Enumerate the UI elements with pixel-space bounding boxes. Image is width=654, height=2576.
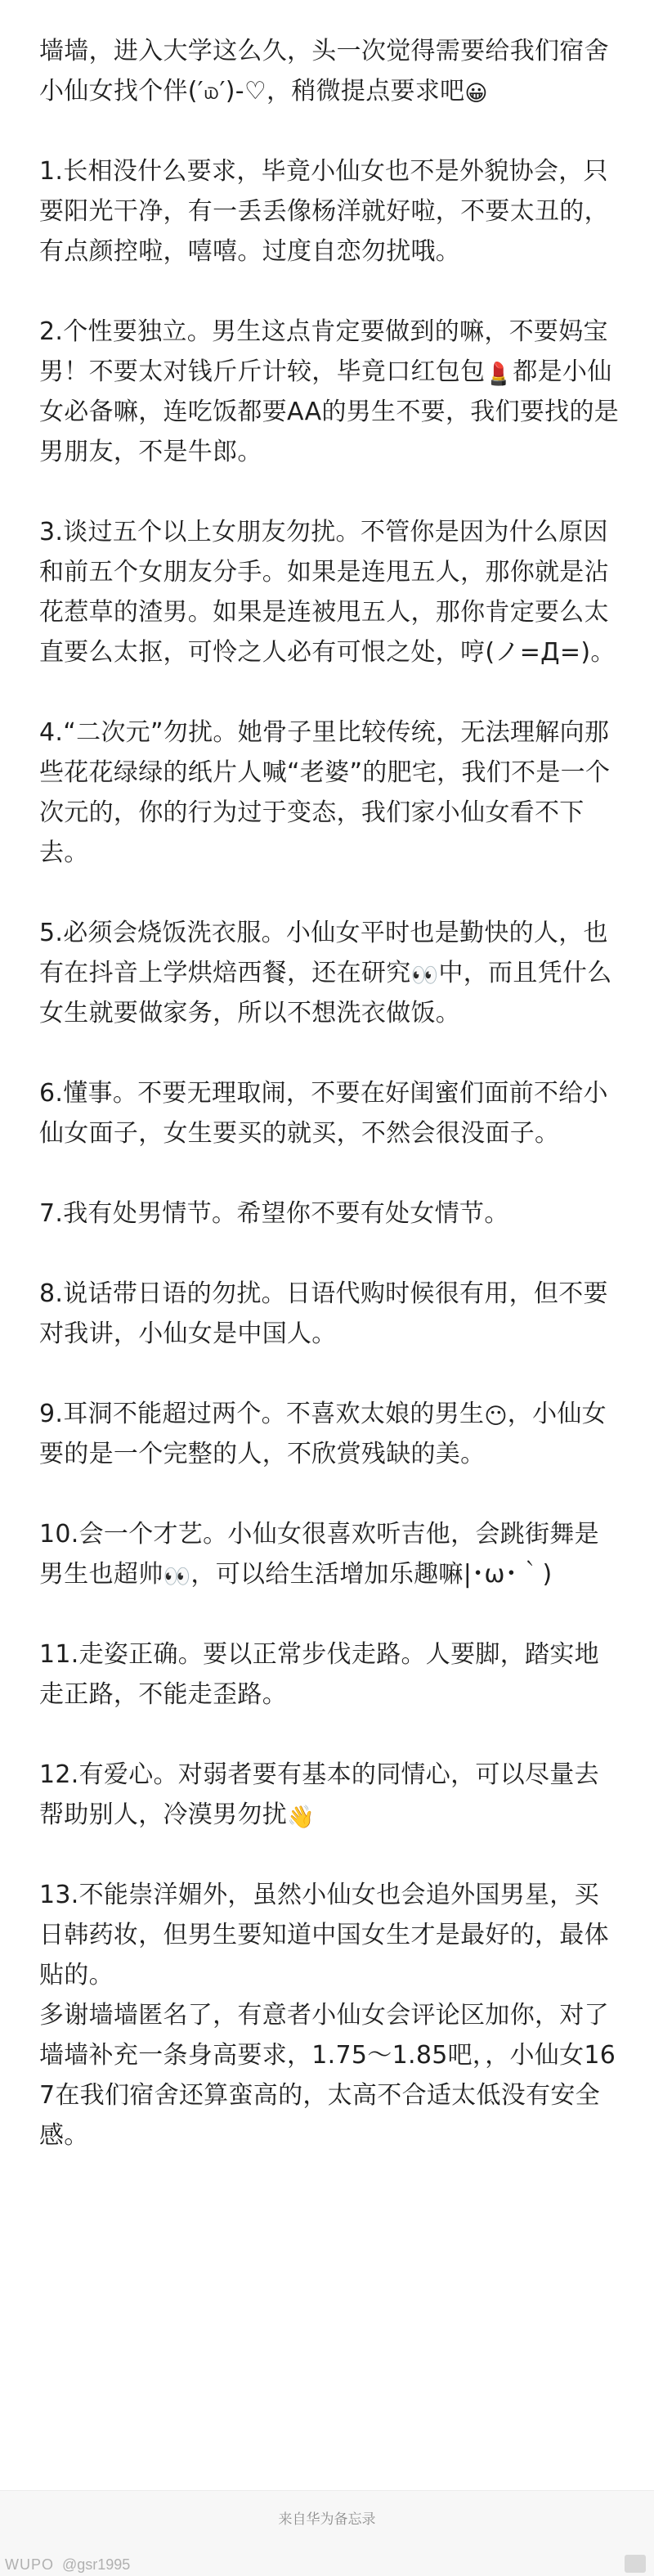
- corner-badge-icon: [625, 2555, 646, 2573]
- waving-hand-icon: 👋: [287, 1805, 315, 1830]
- requirement-1: 1.长相没什么要求，毕竟小仙女也不是外貌协会，只要阳光干净，有一丢丢像杨洋就好啦，不要太丑的，有点颜控啦，嘻嘻。过度自恋勿扰哦。: [39, 157, 609, 266]
- watermark: [5, 2556, 130, 2574]
- requirement-10: [39, 1514, 621, 1594]
- article-body: [39, 31, 621, 2196]
- requirement-9: [39, 1394, 621, 1474]
- requirement-10-text-b: ，可以给生活增加乐趣嘛|･ω･｀): [190, 1560, 553, 1589]
- requirement-2-text-a: 2.个性要独立。男生这点肯定要做到的嘛，不要妈宝男！不要太对钱斤斤计较，毕竟口红包包: [39, 317, 608, 386]
- footer-bar: [0, 2490, 654, 2576]
- eyes-icon: 👀: [410, 963, 439, 988]
- requirement-3: 3.谈过五个以上女朋友勿扰。不管你是因为什么原因和前五个女朋友分手。如果是连甩五人，那你就是沾花惹草的渣男。如果是连被甩五人，那你肯定要么太直要么太抠，可怜之人必有可恨之处，哼(ノ=Д=)。: [39, 518, 616, 667]
- requirement-5: [39, 913, 621, 1033]
- requirement-7: 7.我有处男情节。希望你不要有处女情节。: [39, 1199, 509, 1228]
- speechless-face-icon: 😶: [484, 1404, 508, 1429]
- requirement-6: 6.懂事。不要无理取闹，不要在好闺蜜们面前不给小仙女面子，女生要买的就买，不然会很没面子。: [39, 1079, 608, 1148]
- requirement-10-text-a: 10.会一个才艺。小仙女很喜欢听吉他，会跳街舞是男生也超帅: [39, 1520, 599, 1589]
- requirement-12: [39, 1755, 621, 1835]
- grinning-face-icon: 😀: [464, 81, 488, 106]
- requirement-12-text: 12.有爱心。对弱者要有基本的同情心，可以尽量去帮助别人，冷漠男勿扰: [39, 1760, 599, 1829]
- requirement-13: 13.不能崇洋媚外，虽然小仙女也会追外国男星，买日韩药妆，但男生要知道中国女生才是最好的，最体贴的。: [39, 1881, 609, 1989]
- watermark-logo: WUPO: [5, 2556, 54, 2573]
- requirement-2: [39, 312, 621, 472]
- requirement-11: 11.走姿正确。要以正常步伐走路。人要脚，踏实地走正路，不能走歪路。: [39, 1640, 599, 1709]
- lipstick-icon: 💄: [485, 362, 513, 387]
- requirement-9-text-a: 9.耳洞不能超过两个。不喜欢太娘的男生: [39, 1400, 485, 1428]
- requirement-9-text-b: ，小仙女要的是一个完整的人，不欣赏残缺的美。: [39, 1400, 607, 1468]
- requirement-5-text-b: 中，而且凭什么女生就要做家务，所以不想洗衣做饭。: [39, 959, 612, 1027]
- closing-note: 多谢墙墙匿名了，有意者小仙女会评论区加你，对了墙墙补充一条身高要求，1.75～1.85吧，，小仙女167在我们宿舍还算蛮高的，太高不合适太低没有安全感。: [39, 2001, 616, 2150]
- memo-source-label: 来自华为备忘录: [278, 2511, 376, 2527]
- watermark-username: @gsr1995: [62, 2556, 131, 2573]
- intro-text: 墙墙，进入大学这么久，头一次觉得需要给我们宿舍小仙女找个伴(′௰′)-♡，稍微提点要求吧: [39, 37, 609, 106]
- requirement-4: 4.“二次元”勿扰。她骨子里比较传统，无法理解向那些花花绿绿的纸片人喊“老婆”的肥宅，我们不是一个次元的，你的行为过于变态，我们家小仙女看不下去。: [39, 718, 611, 867]
- eyes-icon: 👀: [163, 1564, 191, 1589]
- requirement-5-text-a: 5.必须会烧饭洗衣服。小仙女平时也是勤快的人，也有在抖音上学烘焙西餐，还在研究: [39, 919, 608, 987]
- intro-paragraph: [39, 31, 621, 111]
- requirement-2-text-b: 都是小仙女必备嘛，连吃饭都要AA的男生不要，我们要找的是男朋友，不是牛郎。: [39, 357, 620, 466]
- requirement-8: 8.说话带日语的勿扰。日语代购时候很有用，但不要对我讲，小仙女是中国人。: [39, 1279, 608, 1348]
